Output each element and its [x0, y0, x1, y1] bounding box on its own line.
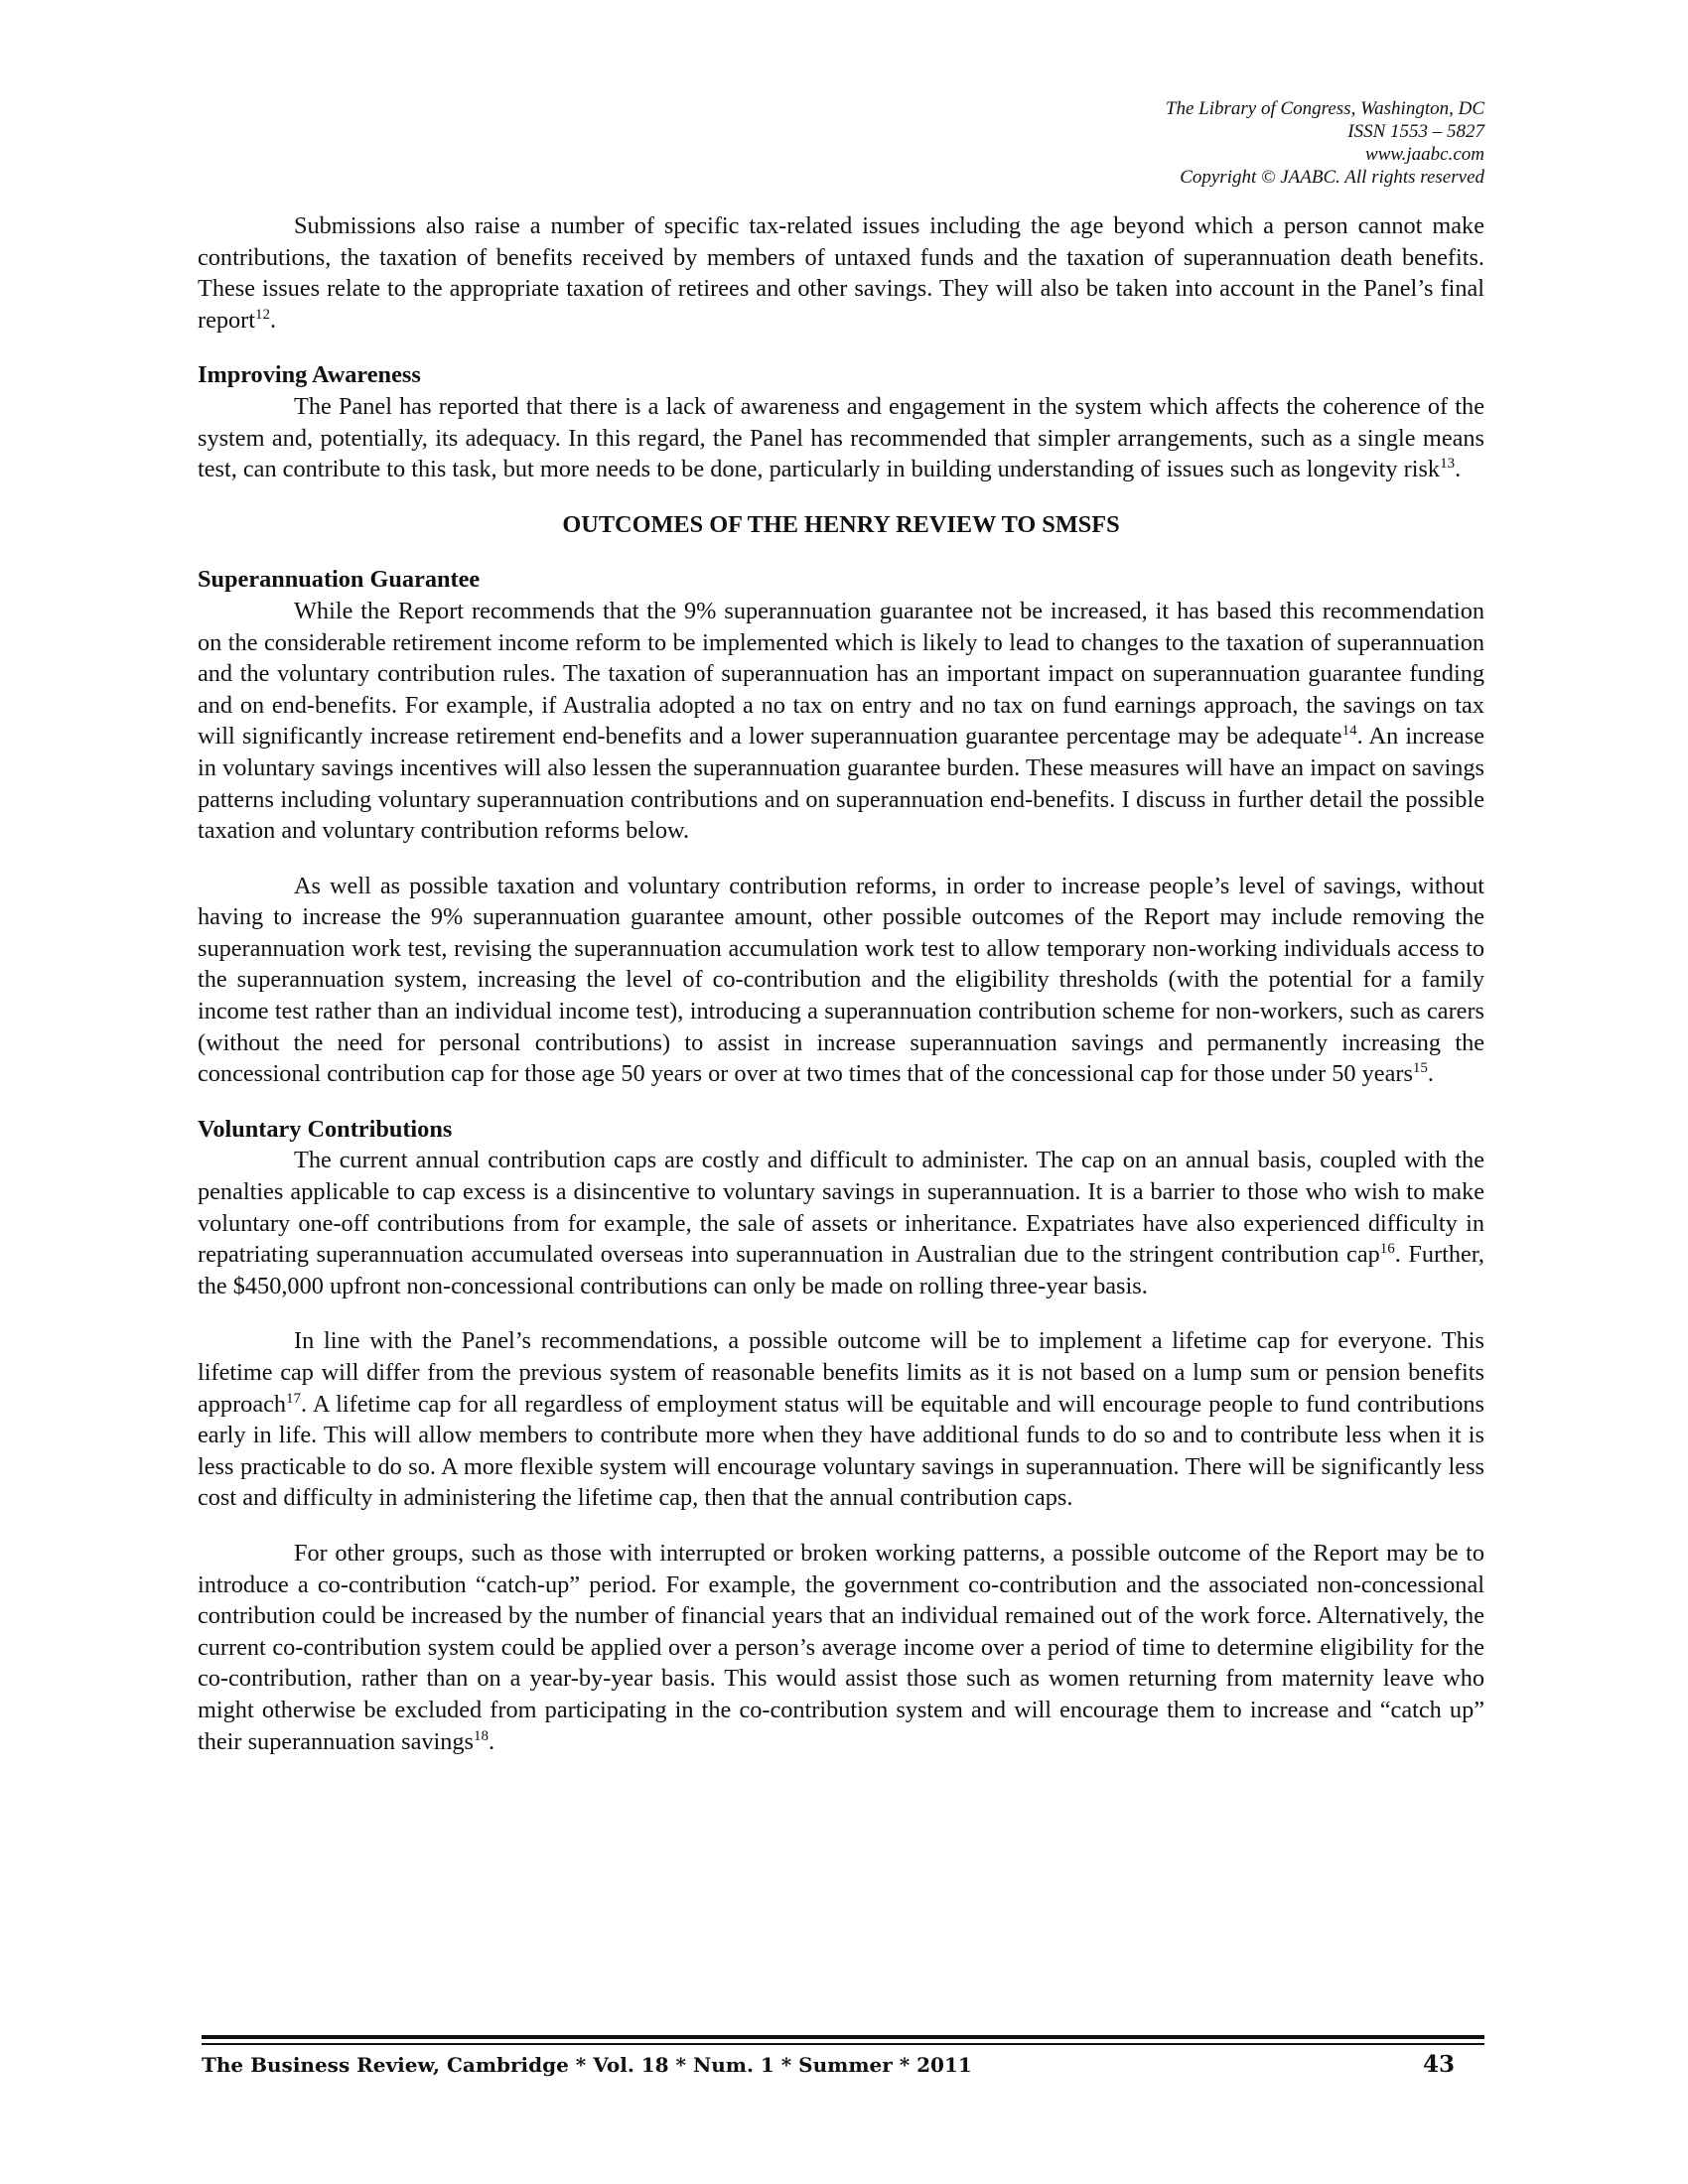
paragraph-guarantee: While the Report recommends that the 9% superannuation guarantee not be increased, it has based this recommendation on the considerable retirement income reform to be implemented which is likely to lead to changes to the taxation of superannuation and the voluntary contribution rules. The taxation of superannuation has an important impact on superannuation guarantee funding and on end-benefits. For example, if Australia adopted a no tax on entry and no tax on fund earnings approach, the savings on tax will significantly increase retirement end-benefits and a lower superannuation guarantee percentage may be adequate$^{14}$. An increase in voluntary savings incentives will also lessen the superannuation guarantee burden. These measures will have an impact on savings patterns including voluntary superannuation contributions and on superannuation end-benefits. I discuss in further detail the possible taxation and voluntary contribution reforms below.	[198, 597, 1484, 845]
document-page	[198, 0, 1484, 2184]
paragraph-awareness: The Panel has reported that there is a lack of awareness and engagement in the system which affects the coherence of the system and, potentially, its adequacy. In this regard, the Panel has recommended that simpler arrangements, such as a single means test, can contribute to this task, but more needs to be done, particularly in building understanding of issues such as longevity risk$^{13}$.	[198, 392, 1484, 483]
page-number: 43	[1422, 2051, 1455, 2078]
header-issn-line: ISSN 1553 – 5827	[1347, 121, 1484, 142]
body-text	[198, 210, 1484, 1757]
footnote-ref-17: 17	[286, 1390, 302, 1407]
page-header	[1166, 97, 1484, 189]
heading-improving-awareness: Improving Awareness	[198, 361, 421, 389]
heading-superannuation-guarantee: Superannuation Guarantee	[198, 566, 481, 594]
paragraph-lifetime-cap: In line with the Panel’s recommendations, a possible outcome will be to implement a lifetime cap for everyone. This lifetime cap will differ from the previous system of reasonable benefits limits as it is not based on a lump sum or pension benefits approach$^{17}$. A lifetime cap for all regardless of employment status will be equitable and will encourage people to fund contributions early in life. This will allow members to contribute more when they have additional funds to do so and to contribute less when it is less practicable to do so. A more flexible system will encourage voluntary savings in superannuation. There will be significantly less cost and difficulty in administering the lifetime cap, then that the annual contribution caps.	[198, 1327, 1484, 1512]
header-copyright-line: Copyright © JAABC. All rights reserved	[1180, 167, 1484, 188]
footer-journal: The Business Review, Cambridge * Vol. 18 * Num. 1 * Summer * 2011	[202, 2053, 972, 2077]
header-library-line: The Library of Congress, Washington, DC	[1165, 98, 1484, 119]
footer-rule	[202, 2035, 1484, 2039]
section-title: OUTCOMES OF THE HENRY REVIEW TO SMSFS	[562, 510, 1120, 538]
footnote-ref-15: 15	[1412, 1060, 1428, 1077]
footnote-ref-16: 16	[1379, 1241, 1395, 1258]
paragraph-contribution-caps: The current annual contribution caps are costly and difficult to administer. The cap on an annual basis, coupled with the penalties applicable to cap excess is a disincentive to voluntary savings in superannuation. It is a barrier to those who wish to make voluntary one-off contributions from for example, the sale of assets or inheritance. Expatriates have also experienced difficulty in repatriating superannuation accumulated overseas into superannuation in Australian due to the stringent contribution cap$^{16}$. Further, the $450,000 upfront non-concessional contributions can only be made on rolling three-year basis.	[198, 1147, 1485, 1299]
paragraph-possible-outcomes: As well as possible taxation and voluntary contribution reforms, in order to increase people’s level of savings, without having to increase the 9% superannuation guarantee amount, other possible outcomes of the Report may include removing the superannuation work test, revising the superannuation accumulation work test to allow temporary non-working individuals access to the superannuation system, increasing the level of co-contribution and the eligibility thresholds (with the potential for a family income test rather than an individual income test), introducing a superannuation contribution scheme for non-workers, such as carers (without the need for personal contributions) to assist in increase superannuation savings and permanently increasing the concessional contribution cap for those age 50 years or over at two times that of the concessional cap for those under 50 years$^{15}$.	[198, 872, 1484, 1088]
footnote-ref-18: 18	[474, 1727, 490, 1744]
footnote-ref-14: 14	[1341, 723, 1357, 740]
footnote-ref-12: 12	[255, 306, 271, 323]
heading-voluntary-contributions: Voluntary Contributions	[198, 1115, 453, 1143]
footer-rule-thin	[202, 2043, 1484, 2045]
paragraph-tax-issues: Submissions also raise a number of specific tax-related issues including the age beyond which a person cannot make contributions, the taxation of benefits received by members of untaxed funds and the taxation of superannuation death benefits. These issues relate to the appropriate taxation of retirees and other savings. They will also be taken into account in the Panel’s final report$^{12}$.	[198, 212, 1484, 334]
header-website-line: www.jaabc.com	[1365, 144, 1484, 165]
paragraph-catch-up: For other groups, such as those with interrupted or broken working patterns, a possible outcome of the Report may be to introduce a co-contribution “catch-up” period. For example, the government co-contribution and the associated non-concessional contribution could be increased by the number of financial years that an individual remained out of the work force. Alternatively, the current co-contribution system could be applied over a person’s average income over a period of time to determine eligibility for the co-contribution, rather than on a year-by-year basis. This would assist those such as women returning from maternity leave who might otherwise be excluded from participating in the co-contribution system and will encourage them to increase and “catch up” their superannuation savings$^{18}$.	[198, 1539, 1484, 1755]
footnote-ref-13: 13	[1440, 456, 1456, 473]
